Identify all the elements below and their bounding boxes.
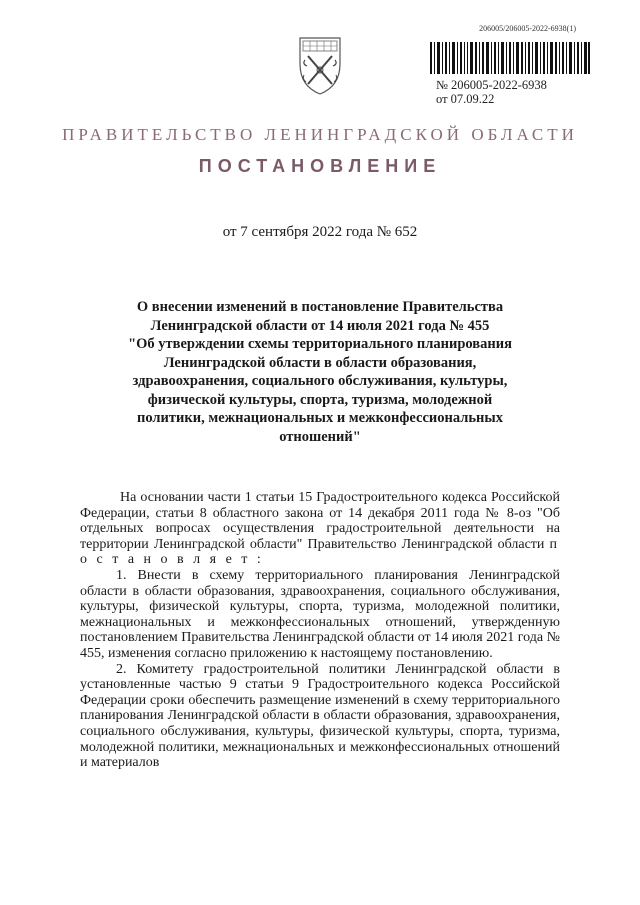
item-1-paragraph: 1. Внести в схему территориального планирования Ленинградской области в области образования, здравоохранения, социального обслуживания, культуры, физической культуры, спорта, туризма, молодежной политики, межнациональных и межконфессиональных отношений, утвержденную постановлением Правительства Ленинградской области от 14 июля 2021 года № 455, изменения согласно приложению к настоящему постановлению.	[80, 567, 560, 661]
title-line: О внесении изменений в постановление Правительства	[136, 299, 504, 315]
document-title	[110, 298, 530, 446]
title-line: Ленинградской области в области образования,	[163, 354, 477, 371]
title-line: политики, межнациональных и межконфессиональных	[137, 410, 503, 426]
title-line: Ленинградской области от 14 июля 2021 года № 455	[150, 317, 490, 334]
preamble-tail: Правительство Ленинградской области	[307, 536, 545, 552]
registration-number: № 206005-2022-6938	[436, 78, 547, 92]
document-date-number: от 7 сентября 2022 года № 652	[222, 224, 418, 240]
document-body	[80, 490, 560, 771]
coat-of-arms-icon	[272, 34, 368, 96]
preamble-text: На основании части 1 статьи 15 Градостроительного кодекса Российской Федерации, статьи 8 областного закона от 14 декабря 2011 года № 8-оз "Об отдельных вопросах осуществления градостроительной деятельности на территории Ленинградской области"	[80, 490, 560, 552]
registration-stamp	[436, 78, 547, 106]
title-line: отношений"	[279, 428, 361, 445]
barcode-icon	[430, 42, 590, 74]
item-2-paragraph: 2. Комитету градостроительной политики Ленинградской области в установленные частью 9 статьи 9 Градостроительного кодекса Российской Федерации сроки обеспечить размещение изменений в схему территориального планирования Ленинградской области в области образования, здравоохранения, социального обслуживания, культуры, физической культуры, спорта, туризма, молодежной политики, межнациональных и межконфессиональных отношений и материалов	[80, 661, 560, 771]
title-line: физической культуры, спорта, туризма, молодежной	[147, 391, 493, 408]
resolves-word: п о с т а н о в л я е т :	[80, 536, 561, 568]
registration-code: 206005/206005-2022-6938(1)	[479, 24, 576, 33]
registration-date: от 07.09.22	[436, 92, 495, 106]
issuing-authority: ПРАВИТЕЛЬСТВО ЛЕНИНГРАДСКОЙ ОБЛАСТИ	[62, 125, 578, 144]
preamble-paragraph	[80, 490, 560, 568]
title-line: "Об утверждении схемы территориального планирования	[128, 336, 512, 352]
document-type: ПОСТАНОВЛЕНИЕ	[198, 156, 442, 176]
title-line: здравоохранения, социального обслуживания, культуры,	[132, 373, 508, 389]
